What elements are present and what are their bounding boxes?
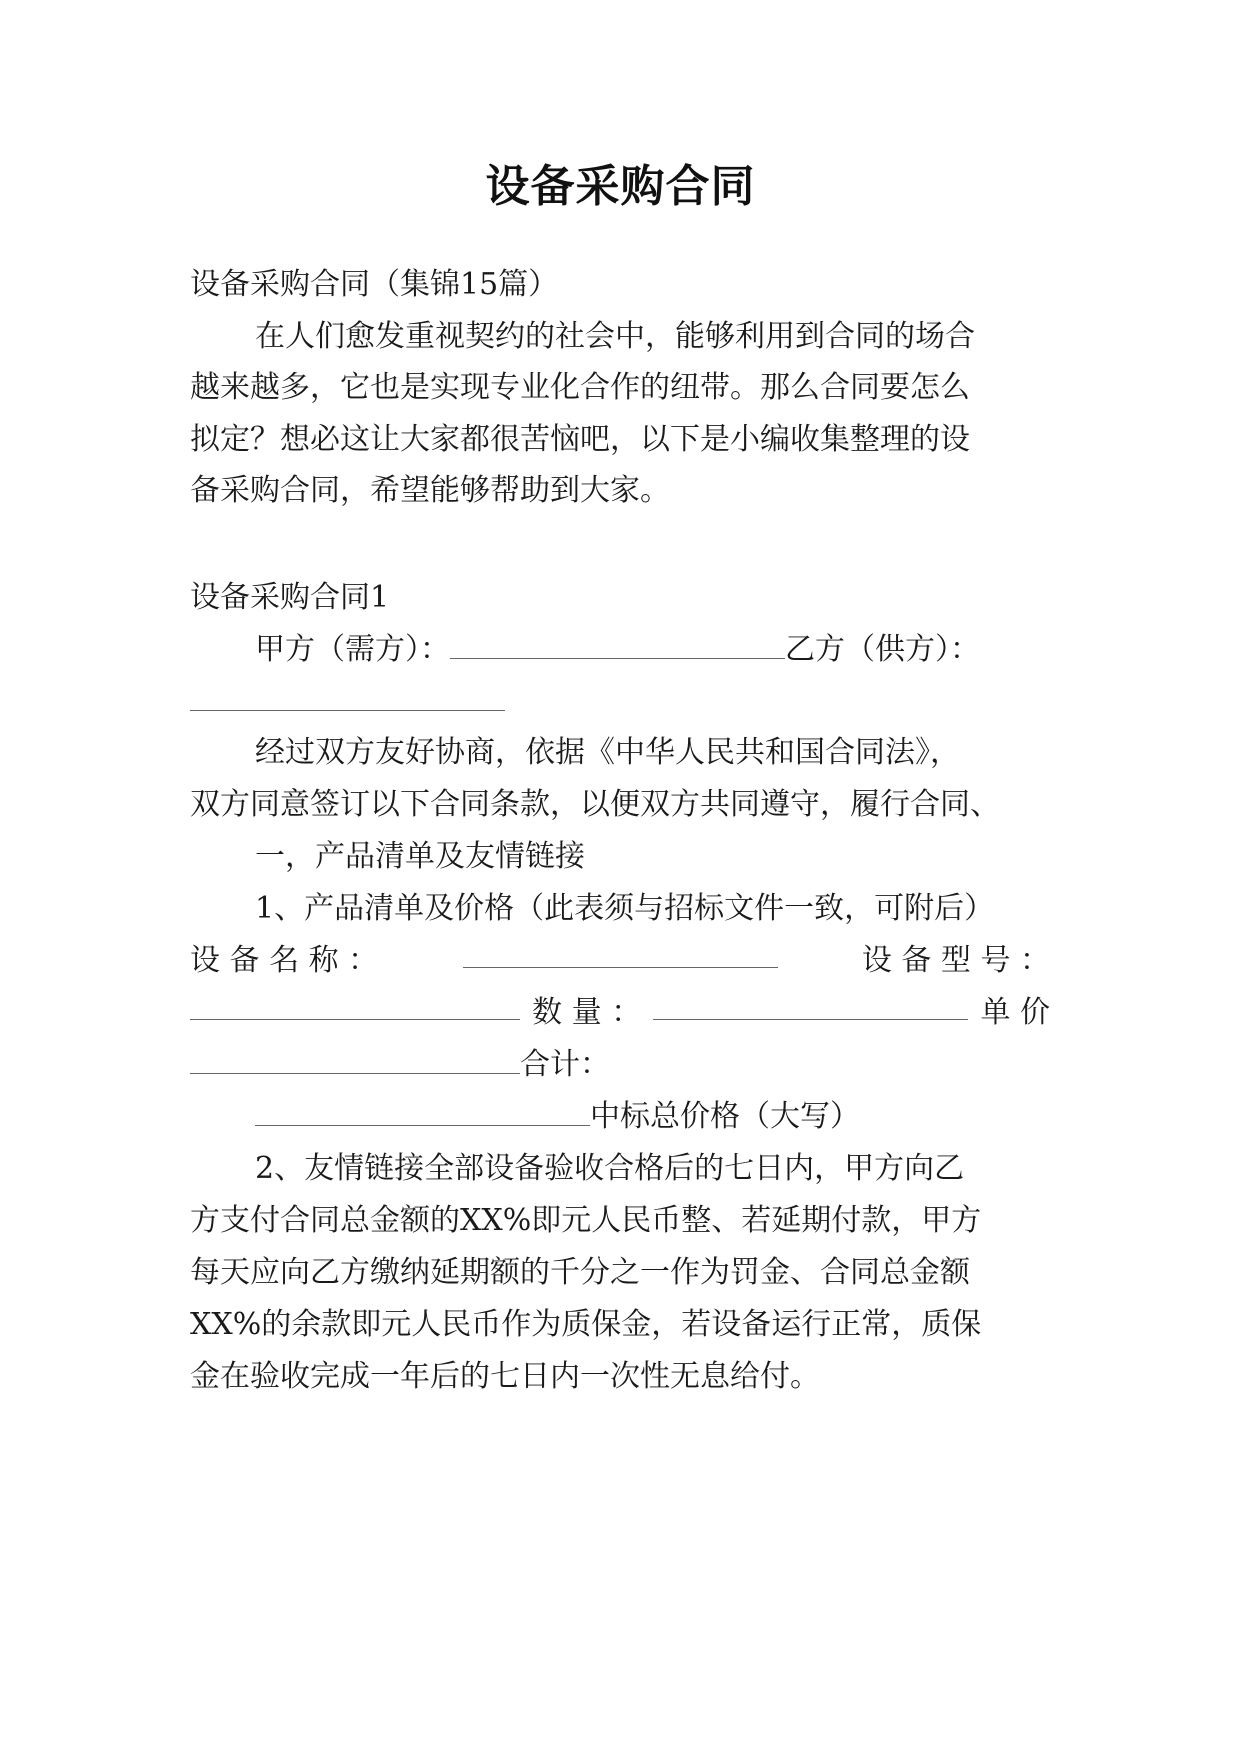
preamble-line: 双方同意签订以下合同条款，以便双方共同遵守，履行合同、 (190, 787, 1000, 822)
subtitle: 设备采购合同（集锦15篇） (190, 267, 559, 302)
clause2-line: 金在验收完成一年后的七日内一次性无息给付。 (190, 1359, 820, 1394)
party-b-line (190, 682, 1050, 722)
total-line (190, 1045, 1050, 1085)
parties-line (255, 630, 1115, 670)
unit-price-label: 单 价 (980, 995, 1050, 1030)
clause2-line: 2、友情链接全部设备验收合格后的七日内，甲方向乙 (255, 1151, 965, 1186)
party-b-label: 乙方（供方）： (785, 632, 980, 667)
clause2-line: XX%的余款即元人民币作为质保金，若设备运行正常，质保 (190, 1307, 982, 1342)
party-a-blank (450, 632, 785, 659)
clause-item: 1、产品清单及价格（此表须与招标文件一致，可附后） (255, 891, 995, 926)
bid-total-line (255, 1097, 1115, 1137)
unit-price-blank (190, 1047, 520, 1074)
preamble-line: 经过双方友好协商，依据《中华人民共和国合同法》， (255, 735, 960, 770)
intro-line: 备采购合同，希望能够帮助到大家。 (190, 473, 670, 508)
clause-heading: 一，产品清单及友情链接 (255, 839, 585, 874)
intro-line: 拟定？想必这让大家都很苦恼吧，以下是小编收集整理的设 (190, 422, 970, 457)
party-a-label: 甲方（需方）： (255, 632, 450, 667)
quantity-blank (653, 993, 968, 1020)
total-blank (255, 1099, 590, 1126)
equipment-name-label: 设 备 名 称 ： (190, 943, 379, 978)
quantity-line (190, 993, 1050, 1033)
quantity-label: 数 量 ： (532, 995, 642, 1030)
equipment-model-blank (190, 993, 520, 1020)
intro-line: 在人们愈发重视契约的社会中，能够利用到合同的场合 (255, 319, 975, 354)
document-title: 设备采购合同 (485, 161, 756, 212)
equipment-name-blank (463, 941, 778, 968)
equipment-model-label: 设 备 型 号 ： (861, 943, 1050, 978)
intro-line: 越来越多，它也是实现专业化合作的纽带。那么合同要怎么 (190, 370, 970, 405)
clause2-line: 每天应向乙方缴纳延期额的千分之一作为罚金、合同总金额 (190, 1255, 970, 1290)
section-heading: 设备采购合同1 (190, 580, 390, 615)
clause2-line: 方支付合同总金额的XX%即元人民币整、若延期付款，甲方 (190, 1203, 982, 1238)
bid-total-label: 中标总价格（大写） (590, 1099, 860, 1134)
party-b-blank (190, 684, 505, 711)
total-label: 合计： (520, 1047, 610, 1082)
equipment-line (190, 941, 1050, 981)
